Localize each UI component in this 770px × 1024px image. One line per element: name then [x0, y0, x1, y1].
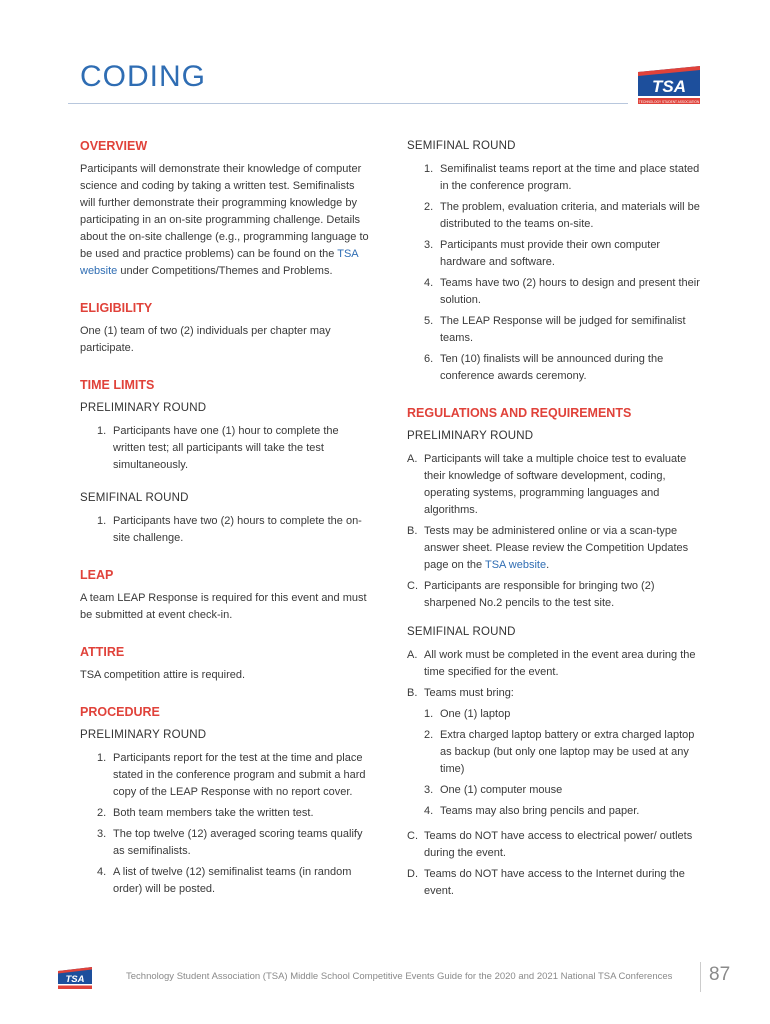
overview-text-part2: under Competitions/Themes and Problems.: [117, 265, 333, 277]
list-marker: A.: [407, 453, 418, 465]
attire-heading: ATTIRE: [80, 645, 125, 659]
regulations-heading: REGULATIONS AND REQUIREMENTS: [407, 406, 632, 420]
list-item: [424, 351, 702, 385]
logo-text: TSA: [652, 77, 686, 96]
overview-text-part1: Participants will demonstrate their knowledge of computer science and coding by taking a written test. Semifinalists will further demonstrate their programming knowledge by participating in an on-site programming challenge. Details about the on-site challenge (e.g., programming language to be used and practice problems) can be found on the: [80, 163, 369, 260]
list-marker: 4.: [97, 866, 107, 878]
list-text: [424, 523, 702, 574]
list-text: The LEAP Response will be judged for semifinalist teams.: [440, 315, 686, 344]
list-marker: 1.: [97, 752, 107, 764]
list-item: [407, 451, 702, 519]
list-marker: B.: [407, 687, 418, 699]
attire-text: TSA competition attire is required.: [80, 669, 246, 681]
list-item: [97, 423, 370, 474]
overview-section: [80, 138, 370, 280]
list-marker: 2.: [424, 201, 434, 213]
list-marker: 3.: [97, 828, 107, 840]
list-text: The top twelve (12) averaged scoring teams qualify as semifinalists.: [113, 828, 363, 857]
list-text: Participants have two (2) hours to complete the on-site challenge.: [113, 515, 362, 544]
regulations-preliminary-heading: PRELIMINARY ROUND: [407, 430, 534, 442]
list-marker: B.: [407, 525, 418, 537]
tsa-website-link[interactable]: TSA website: [80, 248, 359, 277]
semifinal-round-section: [407, 138, 702, 385]
regulations-section: [407, 405, 702, 900]
list-marker: 2.: [424, 729, 434, 741]
regulations-semifinal-list-continued: [407, 828, 702, 900]
list-text: Extra charged laptop battery or extra charged laptop as backup (but only one laptop may be used at any time): [440, 729, 695, 775]
footer-tsa-logo: [57, 966, 93, 990]
list-text: Ten (10) finalists will be announced during the conference awards ceremony.: [440, 353, 664, 382]
list-text: Teams may also bring pencils and paper.: [440, 805, 640, 817]
list-text-part2: .: [546, 559, 550, 571]
time-limits-section: [80, 377, 370, 547]
eligibility-text: One (1) team of two (2) individuals per chapter may participate.: [80, 325, 331, 354]
list-item: [97, 750, 370, 801]
list-item: [407, 523, 702, 574]
list-item: [97, 805, 370, 822]
list-item: [424, 313, 702, 347]
semifinal-round-heading: SEMIFINAL ROUND: [407, 140, 516, 152]
list-text: Participants report for the test at the time and place stated in the conference program and submit a hard copy of the LEAP Response with no report cover.: [113, 752, 366, 798]
list-item: [407, 685, 702, 702]
list-text: Both team members take the written test.: [113, 807, 314, 819]
list-item: [97, 864, 370, 898]
list-item: [407, 578, 702, 612]
time-limits-preliminary-list: [97, 423, 370, 474]
list-text: Participants are responsible for bringing two (2) sharpened No.2 pencils to the test site.: [424, 580, 655, 609]
list-item: [424, 237, 702, 271]
list-item: [97, 826, 370, 860]
procedure-heading: PROCEDURE: [80, 705, 160, 719]
list-item: [424, 706, 702, 723]
time-limits-heading: TIME LIMITS: [80, 378, 155, 392]
eligibility-section: [80, 300, 370, 357]
list-text: Semifinalist teams report at the time and place stated in the conference program.: [440, 163, 700, 192]
svg-text:TSA: TSA: [65, 974, 85, 985]
list-item: [97, 513, 370, 547]
list-item: [407, 866, 702, 900]
list-item: [424, 199, 702, 233]
list-text: Teams have two (2) hours to design and present their solution.: [440, 277, 700, 306]
list-text: Teams do NOT have access to electrical power/ outlets during the event.: [424, 830, 693, 859]
list-item: [424, 275, 702, 309]
list-text: One (1) laptop: [440, 708, 511, 720]
bring-items-list: [424, 706, 702, 820]
list-item: [424, 803, 702, 820]
attire-section: [80, 644, 370, 684]
list-text: The problem, evaluation criteria, and materials will be distributed to the teams on-site.: [440, 201, 700, 230]
list-text: A list of twelve (12) semifinalist teams (in random order) will be posted.: [113, 866, 352, 895]
list-marker: C.: [407, 580, 418, 592]
list-marker: 5.: [424, 315, 434, 327]
list-text-part1: Tests may be administered online or via a scan-type answer sheet. Please review the Competition Updates page on the: [424, 525, 689, 571]
list-marker: A.: [407, 649, 418, 661]
list-text: Participants have one (1) hour to complete the written test; all participants will take the test simultaneously.: [113, 425, 339, 471]
list-marker: 3.: [424, 784, 434, 796]
leap-heading: LEAP: [80, 568, 114, 582]
time-limits-semifinal-list: [97, 513, 370, 547]
regulations-semifinal-heading: SEMIFINAL ROUND: [407, 626, 516, 638]
semifinal-round-list: [424, 161, 702, 385]
list-marker: 1.: [424, 708, 434, 720]
overview-heading: OVERVIEW: [80, 139, 148, 153]
title-divider: [68, 103, 628, 104]
regulations-preliminary-list: [407, 451, 702, 612]
list-text: Participants must provide their own computer hardware and software.: [440, 239, 661, 268]
page-number: 87: [709, 964, 731, 985]
left-column: [80, 138, 370, 918]
overview-text: [80, 161, 370, 280]
time-limits-semifinal-heading: SEMIFINAL ROUND: [80, 492, 189, 504]
regulations-semifinal-list: [407, 647, 702, 702]
list-marker: 4.: [424, 277, 434, 289]
list-marker: 3.: [424, 239, 434, 251]
page-title: CODING: [80, 60, 206, 93]
right-column: [407, 138, 702, 920]
list-marker: C.: [407, 830, 418, 842]
procedure-section: [80, 704, 370, 898]
list-item: [407, 647, 702, 681]
logo-subtext: TECHNOLOGY STUDENT ASSOCIATION: [638, 100, 700, 104]
list-text: Participants will take a multiple choice test to evaluate their knowledge of software development, coding, operating systems, programming languages and algorithms.: [424, 453, 687, 516]
list-marker: 1.: [424, 163, 434, 175]
leap-text: A team LEAP Response is required for this event and must be submitted at event check-in.: [80, 592, 367, 621]
footer-divider: [700, 962, 701, 992]
footer-text: Technology Student Association (TSA) Middle School Competitive Events Guide for the 2020 and 2021 National TSA Conferences: [126, 971, 673, 982]
tsa-logo: [636, 64, 702, 106]
leap-section: [80, 567, 370, 624]
list-marker: 1.: [97, 515, 107, 527]
list-text: Teams do NOT have access to the Internet during the event.: [424, 868, 685, 897]
list-item: [424, 727, 702, 778]
list-marker: 2.: [97, 807, 107, 819]
list-text: One (1) computer mouse: [440, 784, 563, 796]
procedure-preliminary-heading: PRELIMINARY ROUND: [80, 729, 207, 741]
procedure-preliminary-list: [97, 750, 370, 898]
eligibility-heading: ELIGIBILITY: [80, 301, 153, 315]
list-marker: 6.: [424, 353, 434, 365]
list-marker: 1.: [97, 425, 107, 437]
list-text: Teams must bring:: [424, 687, 514, 699]
list-marker: 4.: [424, 805, 434, 817]
list-marker: D.: [407, 868, 418, 880]
list-text: All work must be completed in the event area during the time specified for the event.: [424, 649, 696, 678]
list-item: [424, 782, 702, 799]
tsa-website-link[interactable]: TSA website: [484, 559, 547, 571]
list-item: [424, 161, 702, 195]
time-limits-preliminary-heading: PRELIMINARY ROUND: [80, 402, 207, 414]
list-item: [407, 828, 702, 862]
